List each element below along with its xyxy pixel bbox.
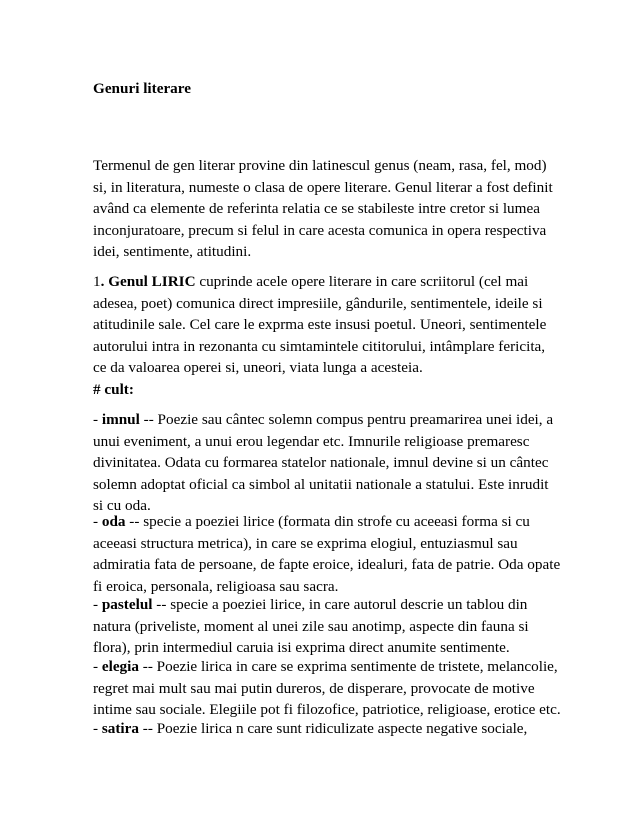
- entry-satira: - satira -- Poezie lirica n care sunt ridiculizate aspecte negative sociale,: [93, 720, 528, 737]
- entry-elegia: - elegia -- Poezie lirica in care se exprima sentimente de tristete, melancolie, regret mai mult sau mai putin dureros, de disperare, provocate de motive intime sau sociale. Elegiile pot fi filozofice, patriotice, religioase, erotice etc.: [93, 658, 561, 719]
- term-elegia: elegia: [101, 658, 139, 675]
- liric-number: 1: [93, 273, 101, 290]
- intro-paragraph: [93, 155, 563, 263]
- liric-line: autorului intra in rezonanta cu simtamintele cititorului, intâmplare fericita,: [93, 337, 546, 355]
- term-satira: satira: [101, 720, 139, 737]
- liric-first-line: 1. Genul LIRIC cuprinde acele opere literare in care scriitorul (cel mai: [93, 273, 529, 290]
- cult-heading: # cult:: [93, 381, 134, 398]
- term-imnul: imnul: [101, 411, 140, 428]
- liric-line: atitudinile sale. Cel care le exprma este insusi poetul. Uneori, sentimentele: [93, 316, 547, 334]
- intro-line: Termenul de gen literar provine din latinescul genus (neam, rasa, fel, mod): [93, 157, 547, 174]
- entry-oda: - oda -- specie a poeziei lirice (formata din strofe cu aceeasi forma si cu aceeasi structura metrica), in care se exprima elogiul, entuziasmul sau admiratia fata de persoane, de fapte eroice, idealuri, fata de patrie. Oda opate fi eroica, personala, religioasa sau sacra.: [93, 513, 561, 595]
- intro-line: idei, sentimente, atitudini.: [93, 243, 252, 261]
- term-oda: oda: [101, 513, 126, 530]
- entry-imnul: - imnul -- Poezie sau cântec solemn compus pentru preamarirea unei idei, a unui eveniment, a unui erou legendar etc. Imnurile religioase premaresc divinitatea. Odata cu formarea statelor nationale, imnul devine si un cântec solemn adoptat oficial ca simbol al unitatii nationale a statului. Este inrudit si cu oda.: [93, 411, 554, 515]
- liric-paragraph: [93, 271, 563, 379]
- liric-line: adesea, poet) comunica direct impresiile, gândurile, sentimentele, ideile si: [93, 294, 543, 312]
- entry-pastelul: - pastelul -- specie a poeziei lirice, in care autorul descrie un tablou din natura (priveliste, moment al unei zile sau anotimp, aspecte din fauna si flora), prin intermediul caruia isi exprima direct anumite sentimente.: [93, 596, 529, 657]
- page-title: Genuri literare: [93, 80, 191, 97]
- liric-line: ce da valoarea operei si, uneori, viata lunga a acesteia.: [93, 359, 423, 377]
- liric-heading: . Genul LIRIC: [100, 273, 196, 290]
- intro-line: si, in literatura, numeste o clasa de opere literare. Genul literar a fost definit: [93, 178, 553, 196]
- intro-line: având ca elemente de referinta relatia ce se stabileste intre cretor si lumea: [93, 200, 540, 218]
- term-pastelul: pastelul: [101, 596, 153, 613]
- intro-line: inconjuratoare, precum si felul in care acesta comunica in opera respectiva: [93, 221, 547, 239]
